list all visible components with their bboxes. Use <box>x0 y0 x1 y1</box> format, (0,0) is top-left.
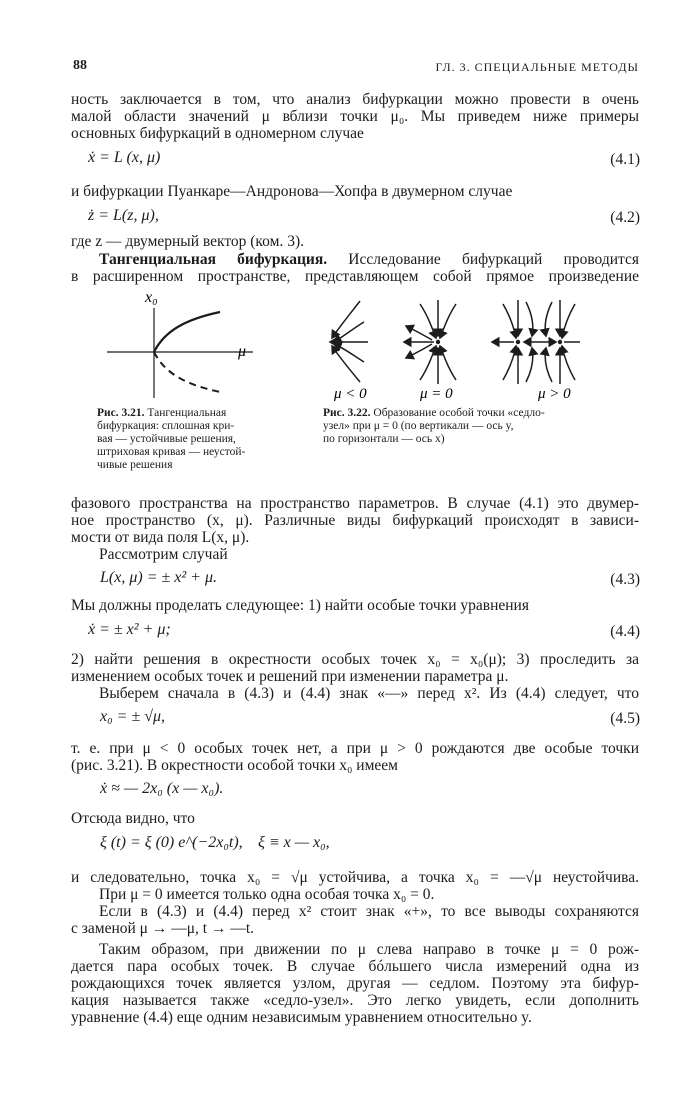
panel-label: μ = 0 <box>420 386 453 402</box>
body-line: Отсюда видно, что <box>71 810 195 827</box>
body-line: и бифуркации Пуанкаре—Андронова—Хопфа в двумерном случае <box>71 183 513 200</box>
body-line: (рис. 3.21). В окрестности особой точки x₀ имеем <box>71 757 398 774</box>
equation-number: (4.5) <box>610 710 640 727</box>
body-line: рождающихся точек является узлом, другая — седлом. Поэтому эта бифур- <box>71 975 639 992</box>
body-line <box>99 251 639 269</box>
body-line: Мы должны проделать следующее: 1) найти особые точки уравнения <box>71 597 529 614</box>
body-line: и следовательно, точка x₀ = √μ устойчива, а точка x₀ = —√μ неустойчива. <box>71 869 639 886</box>
axis-label-mu: μ <box>238 343 247 360</box>
body-line: с заменой μ → —μ, t → —t. <box>71 920 255 937</box>
body-text: Исследование бифуркаций проводится <box>327 251 639 268</box>
axis-label-x0: x₀ <box>145 290 158 306</box>
caption-text: по горизонтали — ось x) <box>323 433 445 445</box>
equation-xi-solution: ξ (t) = ξ (0) e^(−2x₀t), <box>100 834 243 851</box>
body-line: изменением особых точек и решений при изменении параметра μ. <box>71 668 509 685</box>
caption-text: Тангенциальная <box>147 407 227 419</box>
body-line: ное пространство (x, μ). Различные виды бифуркаций происходят в зависи- <box>71 512 639 529</box>
caption-label: Рис. 3.21. <box>97 407 145 419</box>
caption-text: узел» при μ = 0 (по вертикали — ось y, <box>323 420 514 432</box>
caption-text: бифуркация: сплошная кри- <box>97 420 235 432</box>
panel-label: μ > 0 <box>538 386 571 402</box>
body-line: основных бифуркаций в одномерном случае <box>71 125 364 142</box>
page-number: 88 <box>73 58 87 73</box>
equation-4-4: ẋ = ± x² + μ; <box>88 621 171 638</box>
equation-4-1: ẋ = L (x, μ) <box>88 149 161 166</box>
caption-text: штриховая кривая — неустой- <box>97 446 246 458</box>
equation-near-point: ẋ ≈ — 2x₀ (x — x₀). <box>100 780 224 797</box>
figure-3-21 <box>95 290 270 405</box>
equation-number: (4.3) <box>610 571 640 588</box>
equation-xi-definition: ξ ≡ x — x₀, <box>258 834 330 851</box>
chapter-header: ГЛ. 3. СПЕЦИАЛЬНЫЕ МЕТОДЫ <box>435 60 639 74</box>
body-line: где z — двумерный вектор (ком. 3). <box>71 233 304 250</box>
figure-caption-3-21 <box>97 407 245 472</box>
body-line: мости от вида поля L(x, μ). <box>71 529 250 546</box>
body-line: При μ = 0 имеется только одна особая точка x₀ = 0. <box>99 886 435 903</box>
equation-4-5: x₀ = ± √μ, <box>100 708 166 725</box>
body-line: Если в (4.3) и (4.4) перед x² стоит знак «+», то все выводы сохраняются <box>99 903 639 920</box>
equation-number: (4.4) <box>610 623 640 640</box>
body-line: кация называется также «седло-узел». Это легко увидеть, если дополнить <box>71 992 639 1009</box>
caption-label: Рис. 3.22. <box>323 407 371 419</box>
body-line: Таким образом, при движении по μ слева направо в точке μ = 0 рож- <box>99 941 639 958</box>
caption-text: чивые решения <box>97 459 173 471</box>
body-line: в расширенном пространстве, представляющем собой прямое произведение <box>71 268 639 285</box>
figure-caption-3-22 <box>323 407 545 446</box>
section-heading: Тангенциальная бифуркация. <box>99 251 328 268</box>
equation-number: (4.2) <box>610 209 640 226</box>
body-line: дается пара особых точек. В случае бóльшего числа измерений одна из <box>71 958 639 975</box>
stable-branch <box>154 312 220 352</box>
body-line: фазового пространства на пространство параметров. В случае (4.1) это двумер- <box>71 495 639 512</box>
unstable-branch <box>154 352 220 392</box>
equation-number: (4.1) <box>610 151 640 168</box>
body-line: ность заключается в том, что анализ бифуркации можно провести в очень <box>71 91 639 108</box>
equation-4-3: L(x, μ) = ± x² + μ. <box>100 569 217 586</box>
panel-label: μ < 0 <box>334 386 367 402</box>
phase-panel-mu-zero <box>404 300 456 384</box>
caption-text: вая — устойчивые решения, <box>97 433 236 445</box>
body-line: малой области значений μ вблизи точки μ₀. Мы приведем ниже примеры <box>71 108 639 125</box>
body-line: 2) найти решения в окрестности особых точек x₀ = x₀(μ); 3) проследить за <box>71 651 639 668</box>
phase-panel-mu-negative <box>330 301 368 382</box>
figure-3-22 <box>320 296 580 404</box>
body-line: Рассмотрим случай <box>99 546 228 563</box>
caption-text: Образование особой точки «седло- <box>373 407 545 419</box>
body-line: Выберем сначала в (4.3) и (4.4) знак «—» перед x². Из (4.4) следует, что <box>99 685 639 702</box>
equation-4-2: ż = L(z, μ), <box>88 207 159 224</box>
body-line: т. е. при μ < 0 особых точек нет, а при μ > 0 рождаются две особые точки <box>71 740 639 757</box>
phase-panel-mu-positive <box>492 300 580 384</box>
body-line: уравнение (4.4) еще одним независимым уравнением относительно y. <box>71 1009 532 1026</box>
